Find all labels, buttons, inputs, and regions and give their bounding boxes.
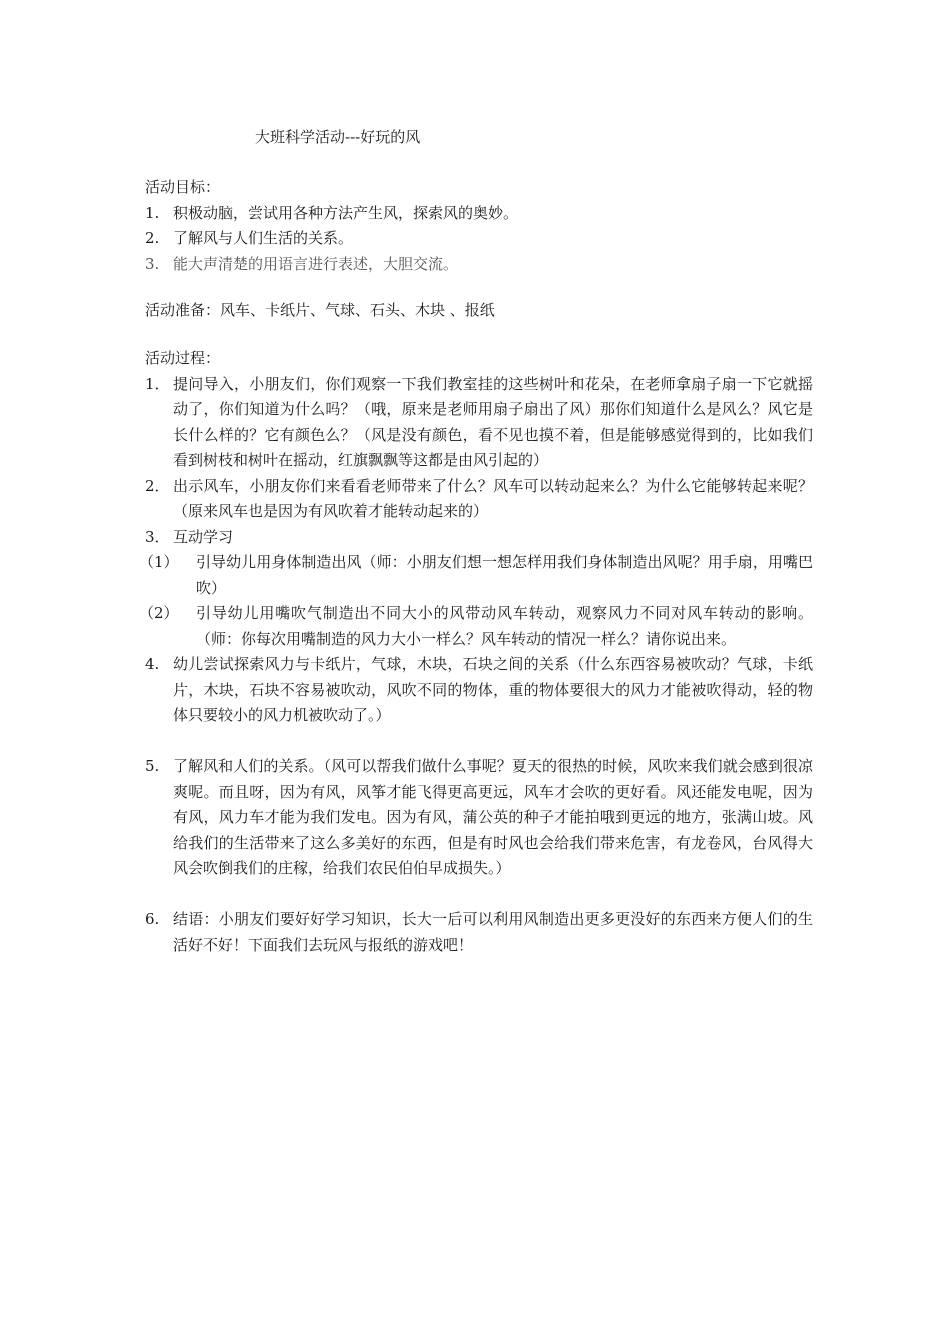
goal-text: 了解风与人们生活的关系。 (173, 229, 354, 247)
goal-item (145, 201, 813, 227)
process-number: 3． (145, 527, 170, 546)
process-item (145, 474, 813, 525)
process-text: 提问导入，小朋友们，你们观察一下我们教室挂的这些树叶和花朵，在老师拿扇子扇一下它就摇动了，你们知道为什么吗？（哦，原来是老师用扇子扇出了风）那你们知道什么是风么？风它是长什么样的？它有颜色么？（风是没有颜色，看不见也摸不着，但是能够感觉得到的，比如我们看到树枝和树叶在摇动，红旗飘飘等这都是由风引起的） (173, 374, 813, 469)
goal-text: 积极动脑，尝试用各种方法产生风，探索风的奥妙。 (173, 203, 519, 222)
goals-heading: 活动目标： (145, 178, 221, 196)
process-item (145, 525, 813, 551)
process-subitem (139, 550, 813, 601)
subitem-number: （2） (139, 604, 179, 622)
process-item (145, 372, 813, 474)
process-item (145, 754, 813, 882)
goals-section (145, 175, 813, 277)
goal-text: 能大声清楚的用语言进行表述，大胆交流。 (173, 254, 459, 273)
prep-section (145, 298, 813, 324)
process-section (139, 346, 813, 958)
process-number: 4. (145, 655, 160, 673)
process-number: 1． (145, 374, 170, 393)
goal-item (145, 252, 813, 278)
process-item (145, 652, 813, 729)
subitem-text: 引导幼儿用嘴吹气制造出不同大小的风带动风车转动，观察风力不同对风车转动的影响。（师：你每次用嘴制造的风力大小一样么？风车转动的情况一样么？请你说出来。 (196, 604, 813, 648)
process-text: 了解风和人们的关系。（风可以帮我们做什么事呢？夏天的很热的时候，风吹来我们就会感到很凉爽呢。而且呀，因为有风，风筝才能飞得更高更远，风车才会吹的更好看。风还能发电呢，因为有风，风力车才能为我们发电。因为有风，蒲公英的种子才能拍哦到更远的地方，张满山坡。风给我们的生活带来了这么多美好的东西，但是有时风也会给我们带来危害，有龙卷风，台风得大风会吹倒我们的庄稼，给我们农民伯伯早成损失。） (173, 757, 813, 877)
process-number: 5. (145, 757, 160, 775)
process-subitem (139, 601, 813, 652)
process-text: 出示风车，小朋友你们来看看老师带来了什么？风车可以转动起来么？为什么它能够转起来呢？（原来风车也是因为有风吹着才能转动起来的） (173, 476, 813, 520)
blank-line (145, 882, 813, 908)
goal-number: 3. (145, 254, 160, 273)
process-number: 6. (145, 910, 160, 928)
process-text: 幼儿尝试探索风力与卡纸片，气球，木块，石块之间的关系（什么东西容易被吹动？气球，卡纸片，木块，石块不容易被吹动，风吹不同的物体，重的物体要很大的风力才能被吹得动，轻的物体只要较小的风力机被吹动了。） (173, 655, 813, 724)
process-item (145, 907, 813, 958)
subitem-number: （1） (139, 553, 179, 571)
goal-item (145, 226, 813, 252)
goal-number: 1. (145, 203, 160, 222)
prep-line: 活动准备：风车、卡纸片、气球、石头、木块 、报纸 (145, 301, 495, 319)
process-number: 2． (145, 476, 170, 495)
blank-line (145, 729, 813, 755)
process-text: 结语：小朋友们要好好学习知识，长大一后可以利用风制造出更多更没好的东西来方便人们的生活好不好！下面我们去玩风与报纸的游戏吧！ (173, 910, 813, 954)
subitem-text: 引导幼儿用身体制造出风（师：小朋友们想一想怎样用我们身体制造出风呢？用手扇，用嘴巴吹） (196, 553, 813, 597)
process-text: 互动学习 (173, 527, 234, 546)
goal-number: 2. (145, 229, 160, 247)
process-heading: 活动过程： (145, 349, 221, 367)
document-title: 大班科学活动---好玩的风 (255, 128, 421, 146)
